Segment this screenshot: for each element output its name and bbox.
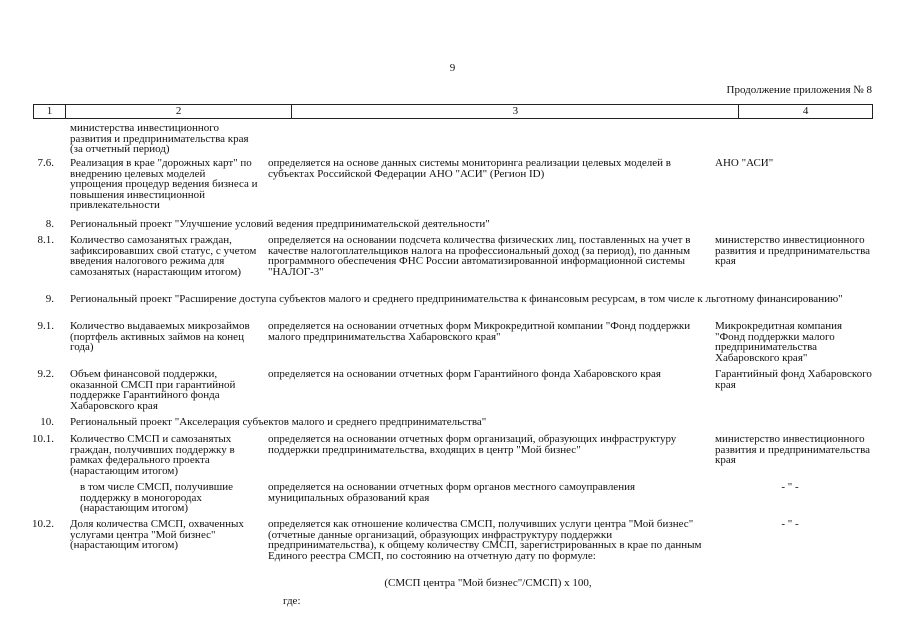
table-header [33,104,873,119]
header-col-4: 4 [802,105,809,117]
row-10-1b-method: определяется на основании отчетных форм органов местного самоуправления муниципальных образований края [268,481,636,504]
header-col-3: 3 [292,105,739,118]
row-8-1-method: определяется на основании подсчета количества физических лиц, поставленных на учет в качестве налогоплательщиков налога на профессиональный доход (за период), по данным программного обеспечения ФНС России автоматизированной информационной системы "НАЛОГ-3" [268,234,691,278]
row-10-number: 10. [40,416,54,428]
row-cont-indicator: министерства инвестиционного развития и предпринимательства края (за отчетный период) [70,122,249,155]
row-9-2-indicator: Объем финансовой поддержки, оказанной СМСП при гарантийной поддержке Гарантийного фонда Хабаровского края [70,368,236,412]
row-7-6-source: АНО "АСИ" [715,157,774,169]
row-9-number: 9. [45,293,54,305]
row-10-1-source: министерство инвестиционного развития и предпринимательства края [715,433,871,466]
row-9-project: Региональный проект "Расширение доступа субъектов малого и среднего предпринимательства к финансовым ресурсам, в том числе к льготному финансированию" [70,293,843,305]
row-10-1b-indicator: в том числе СМСП, получившие поддержку в моногородах (нарастающим итогом) [80,481,234,514]
row-10-1b-source: - " - [781,481,799,493]
header-col-2: 2 [66,105,292,118]
row-8-1-source: министерство инвестиционного развития и предпринимательства края [715,234,871,267]
row-8-1-number: 8.1. [37,234,54,246]
row-9-1-method: определяется на основании отчетных форм Микрокредитной компании "Фонд поддержки малого предпринимательства Хабаровского края" [268,320,691,343]
row-8-1-indicator: Количество самозанятых граждан, зафиксировавших свой статус, с учетом введения налогового режима для самозанятых (нарастающим итогом) [70,234,257,278]
formula: (СМСП центра "Мой бизнес"/СМСП) x 100, [384,577,592,589]
row-7-6-indicator: Реализация в крае "дорожных карт" по внедрению целевых моделей упрощения процедур ведения бизнеса и повышения инвестиционной привлекательности [70,157,258,211]
continuation-label: Продолжение приложения № 8 [726,84,872,96]
row-9-2-number: 9.2. [37,368,54,380]
row-8-number: 8. [45,218,54,230]
row-9-2-source: Гарантийный фонд Хабаровского края [715,368,872,391]
row-7-6-method: определяется на основе данных системы мониторинга реализации целевых моделей в субъектах Российской Федерации АНО "АСИ" (Регион ID) [268,157,671,180]
row-10-2-source: - " - [781,518,799,530]
row-7-6-number: 7.6. [37,157,54,169]
row-10-2-indicator: Доля количества СМСП, охваченных услугами центра "Мой бизнес" (нарастающим итогом) [70,518,244,551]
row-10-1-method: определяется на основании отчетных форм организаций, образующих инфраструктуру поддержки предпринимательства, входящих в центр "Мой бизнес" [268,433,677,456]
row-10-1-indicator: Количество СМСП и самозанятых граждан, получивших поддержку в рамках федерального проекта (нарастающим итогом) [70,433,235,477]
row-8-project: Региональный проект "Улучшение условий ведения предпринимательской деятельности" [70,218,490,230]
row-9-1-number: 9.1. [37,320,54,332]
row-9-1-indicator: Количество выдаваемых микрозаймов (портфель активных займов на конец года) [70,320,250,353]
page-number: 9 [449,62,456,74]
row-10-1-number: 10.1. [32,433,54,445]
row-10-project: Региональный проект "Акселерация субъектов малого и среднего предпринимательства" [70,416,487,428]
row-9-1-source: Микрокредитная компания "Фонд поддержки малого предпринимательства Хабаровского края" [715,320,843,364]
row-10-2-number: 10.2. [32,518,54,530]
header-col-1: 1 [34,105,66,118]
formula-where: где: [283,595,301,607]
row-10-2-method: определяется как отношение количества СМСП, получивших услуги центра "Мой бизнес" (отчетные данные организаций, образующих инфраструктуру поддержки предпринимательства), к общему количеству СМСП, зарегистрированных в крае по данным Единого реестра СМСП, по состоянию на отчетную дату по формуле: [268,518,702,562]
row-9-2-method: определяется на основании отчетных форм Гарантийного фонда Хабаровского края [268,368,661,380]
